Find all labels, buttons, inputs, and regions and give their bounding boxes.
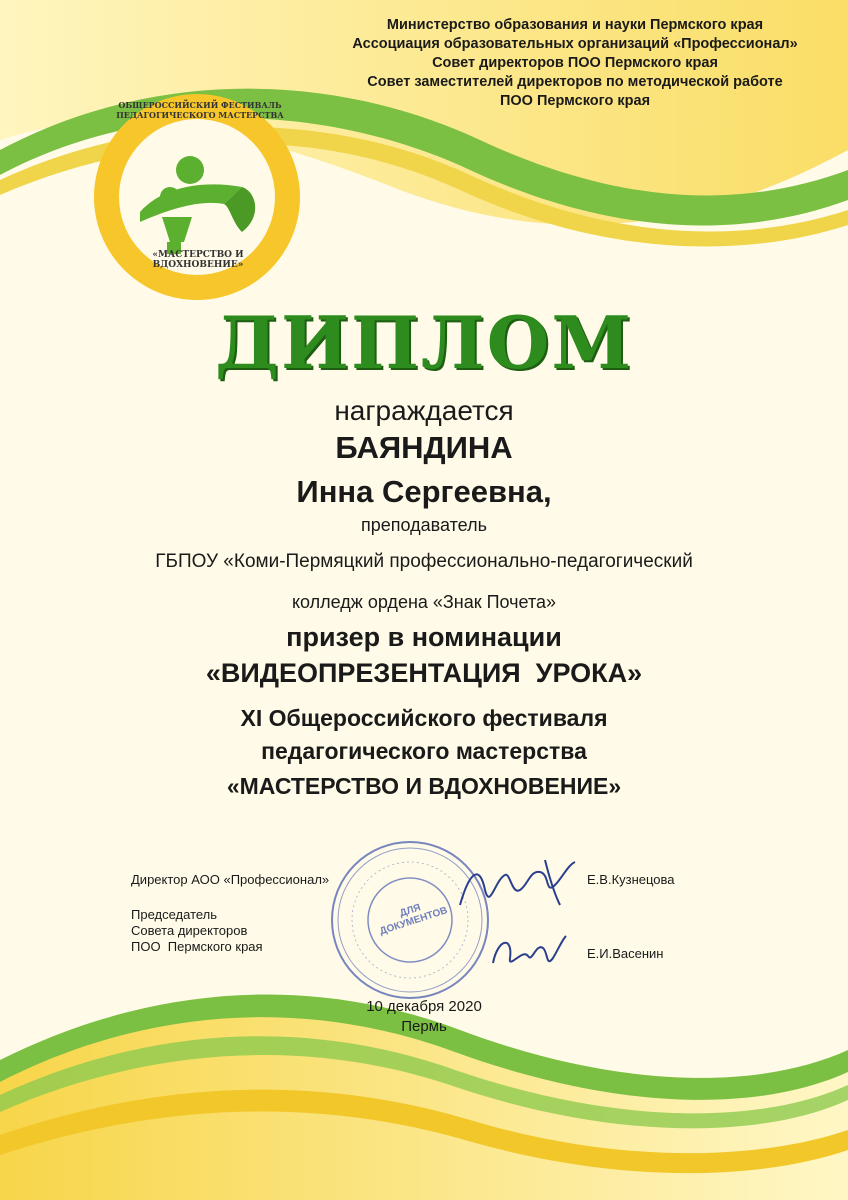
director-signature: [450, 850, 590, 920]
awarded-label: награждается: [334, 395, 514, 426]
recipient-org-line2: колледж ордена «Знак Почета»: [291, 592, 557, 612]
diploma-title: ДИПЛОМ: [214, 300, 634, 385]
org-line: Ассоциация образовательных организаций «Профессионал»: [352, 36, 798, 52]
logo-ring-bottom: «МАСТЕРСТВО И ВДОХНОВЕНИЕ»: [152, 250, 244, 270]
recipient-surname: БАЯНДИНА: [335, 430, 513, 465]
recipient-position: преподаватель: [361, 515, 487, 535]
festival-line3: «МАСТЕРСТВО И ВДОХНОВЕНИЕ»: [226, 773, 622, 799]
chair-line1: Председатель: [131, 907, 218, 922]
director-name: Е.В.Кузнецова: [587, 872, 675, 887]
recipient-name: Инна Сергеевна,: [296, 474, 552, 509]
org-line: ПОО Пермского края: [499, 93, 651, 109]
issue-date: 10 декабря 2020: [366, 998, 482, 1015]
director-title: Директор АОО «Профессионал»: [131, 872, 330, 887]
chair-signature: [488, 928, 568, 978]
chair-title: [131, 907, 263, 955]
org-line: Совет заместителей директоров по методической работе: [367, 74, 783, 90]
festival-line2: педагогического мастерства: [261, 738, 587, 764]
recipient-org-line1: ГБПОУ «Коми-Пермяцкий профессионально-педагогический: [155, 551, 693, 572]
festival-line1: XI Общероссийского фестиваля: [240, 705, 608, 731]
stamp-text: ДЛЯ ДОКУМЕНТОВ: [378, 902, 449, 938]
issue-city: Пермь: [401, 1018, 447, 1035]
chair-line2: Совета директоров: [131, 923, 248, 938]
org-line: Министерство образования и науки Пермского края: [386, 17, 764, 33]
chair-line3: ПОО Пермского края: [131, 939, 263, 954]
logo-ring-top: ОБЩЕРОССИЙСКИЙ ФЕСТИВАЛЬ ПЕДАГОГИЧЕСКОГО МАСТЕРСТВА: [116, 100, 284, 120]
nomination: «ВИДЕОПРЕЗЕНТАЦИЯ УРОКА»: [205, 658, 643, 688]
chair-name: Е.И.Васенин: [587, 946, 664, 961]
festival-logo: [92, 92, 302, 302]
organizations-header: [330, 16, 820, 111]
prize-label: призер в номинации: [286, 622, 562, 652]
org-line: Совет директоров ПОО Пермского края: [432, 55, 718, 71]
